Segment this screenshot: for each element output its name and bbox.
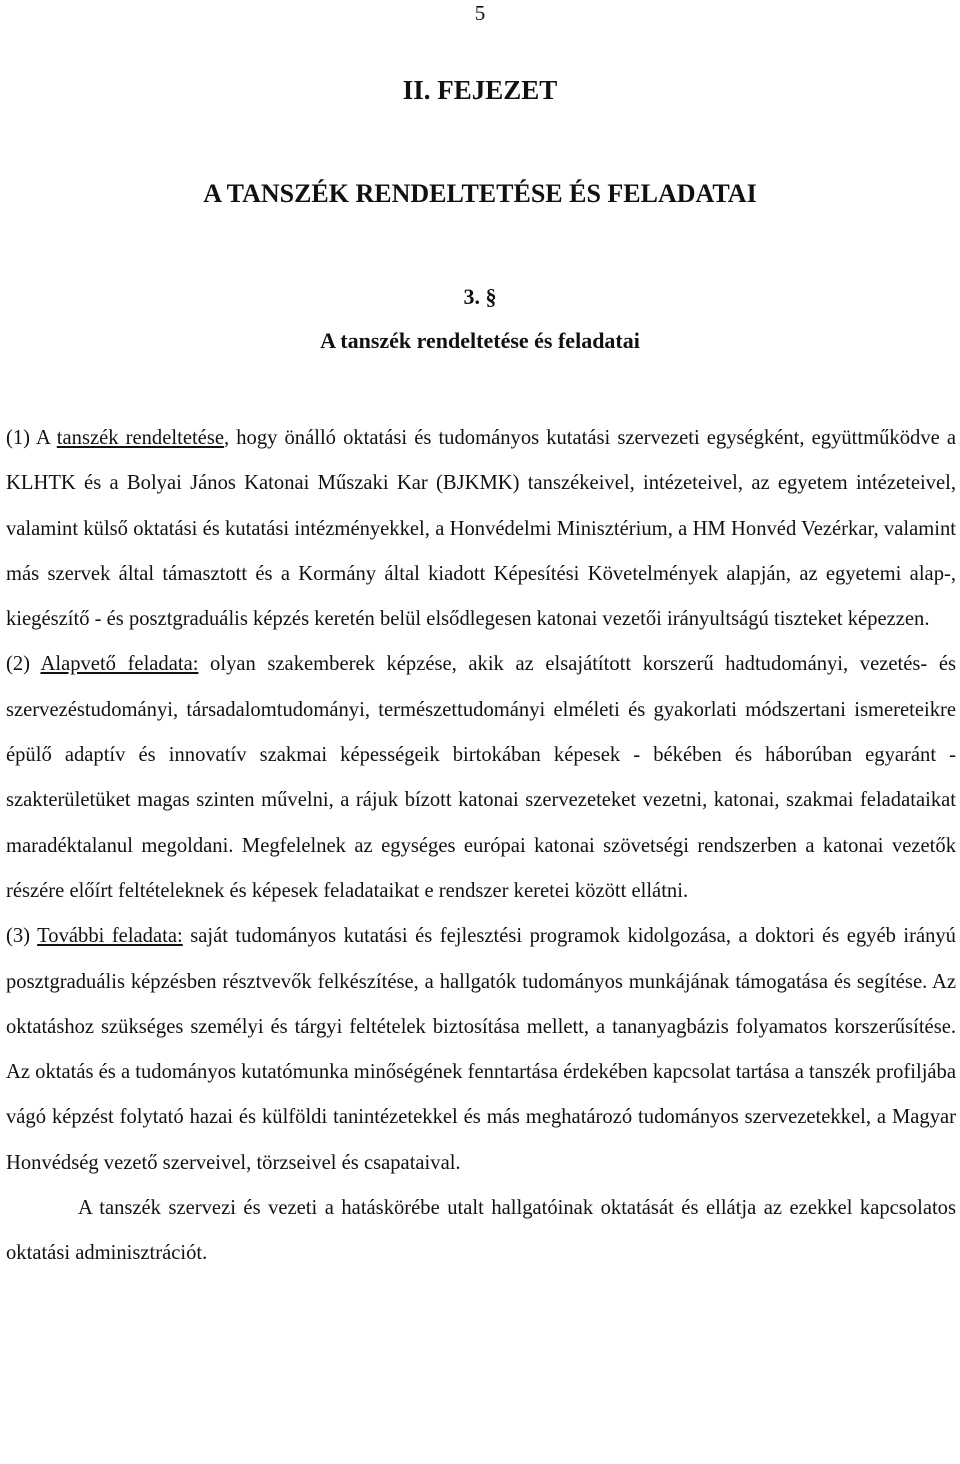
paragraph-4-text: A tanszék szervezi és vezeti a hatáskörébe utalt hallgatóinak oktatását és ellátja az ezekkel kapcsolatos oktatási adminisztrációt. [6,1197,956,1265]
paragraph-3-underlined-term: További feladata: [37,925,183,948]
page-number: 5 [474,1,486,25]
body-text [6,416,956,1277]
paragraph-2-text: olyan szakemberek képzése, akik az elsajátított korszerű hadtudományi, vezetés- és szervezéstudományi, társadalomtudományi, természettudományi elméleti és gyakorlati módszertani ismereteikre épülő adaptív és innovatív szakmai képességeik birtokában képesek - békében és háborúban egyaránt - szakterületüket magas szinten művelni, a rájuk bízott katonai szervezeteket vezetni, katonai, szakmai feladataikat maradéktalanul megoldani. Megfelelnek az egységes európai katonai szövetségi rendszerben a katonai vezetők részére előírt feltételeknek és képesek feladataikat e rendszer keretei között ellátni. [6,653,956,902]
paragraph-1 [6,416,956,642]
chapter-heading: II. FEJEZET [402,75,558,105]
paragraph-1-prefix: (1) A [6,427,57,449]
paragraph-3-prefix: (3) [6,925,38,948]
section-number: 3. § [463,284,497,309]
paragraph-3-text: saját tudományos kutatási és fejlesztési programok kidolgozása, a doktori és egyéb irányú posztgraduális képzésben résztvevők felkészítése, a hallgatók tudományos munkájának támogatása és segítése. Az oktatáshoz szükséges személyi és tárgyi feltételek biztosítása mellett, a tananyagbázis folyamatos korszerűsítése. Az oktatás és a tudományos kutatómunka minőségének fenntartása érdekében kapcsolat tartása a tanszék profiljába vágó képzést folytató hazai és külföldi tanintézetekkel és más meghatározó tudományos szervezetekkel, a Magyar Honvédség vezető szerveivel, törzseivel és csapataival. [6,925,956,1174]
section-title: A tanszék rendeltetése és feladatai [320,328,640,353]
chapter-title: A TANSZÉK RENDELTETÉSE ÉS FELADATAI [203,179,757,208]
paragraph-2 [6,642,956,914]
paragraph-3 [6,914,956,1186]
paragraph-2-prefix: (2) [6,653,41,676]
paragraph-4 [6,1186,956,1277]
paragraph-1-text: , hogy önálló oktatási és tudományos kutatási szervezeti egységként, együttműködve a KLHTK és a Bolyai János Katonai Műszaki Kar (BJKMK) tanszékeivel, intézeteivel, az egyetem intézeteivel, valamint külső oktatási és kutatási intézményekkel, a Honvédelmi Minisztérium, a HM Honvéd Vezérkar, valamint más szervek által támasztott és a Kormány által kiadott Képesítési Követelmények alapján, az egyetemi alap-, kiegészítő - és posztgraduális képzés keretén belül elsődlegesen katonai vezetői irányultságú tiszteket képezzen. [6,427,956,631]
paragraph-1-underlined-term: tanszék rendeltetése [56,427,224,449]
paragraph-2-underlined-term: Alapvető feladata: [40,653,199,676]
